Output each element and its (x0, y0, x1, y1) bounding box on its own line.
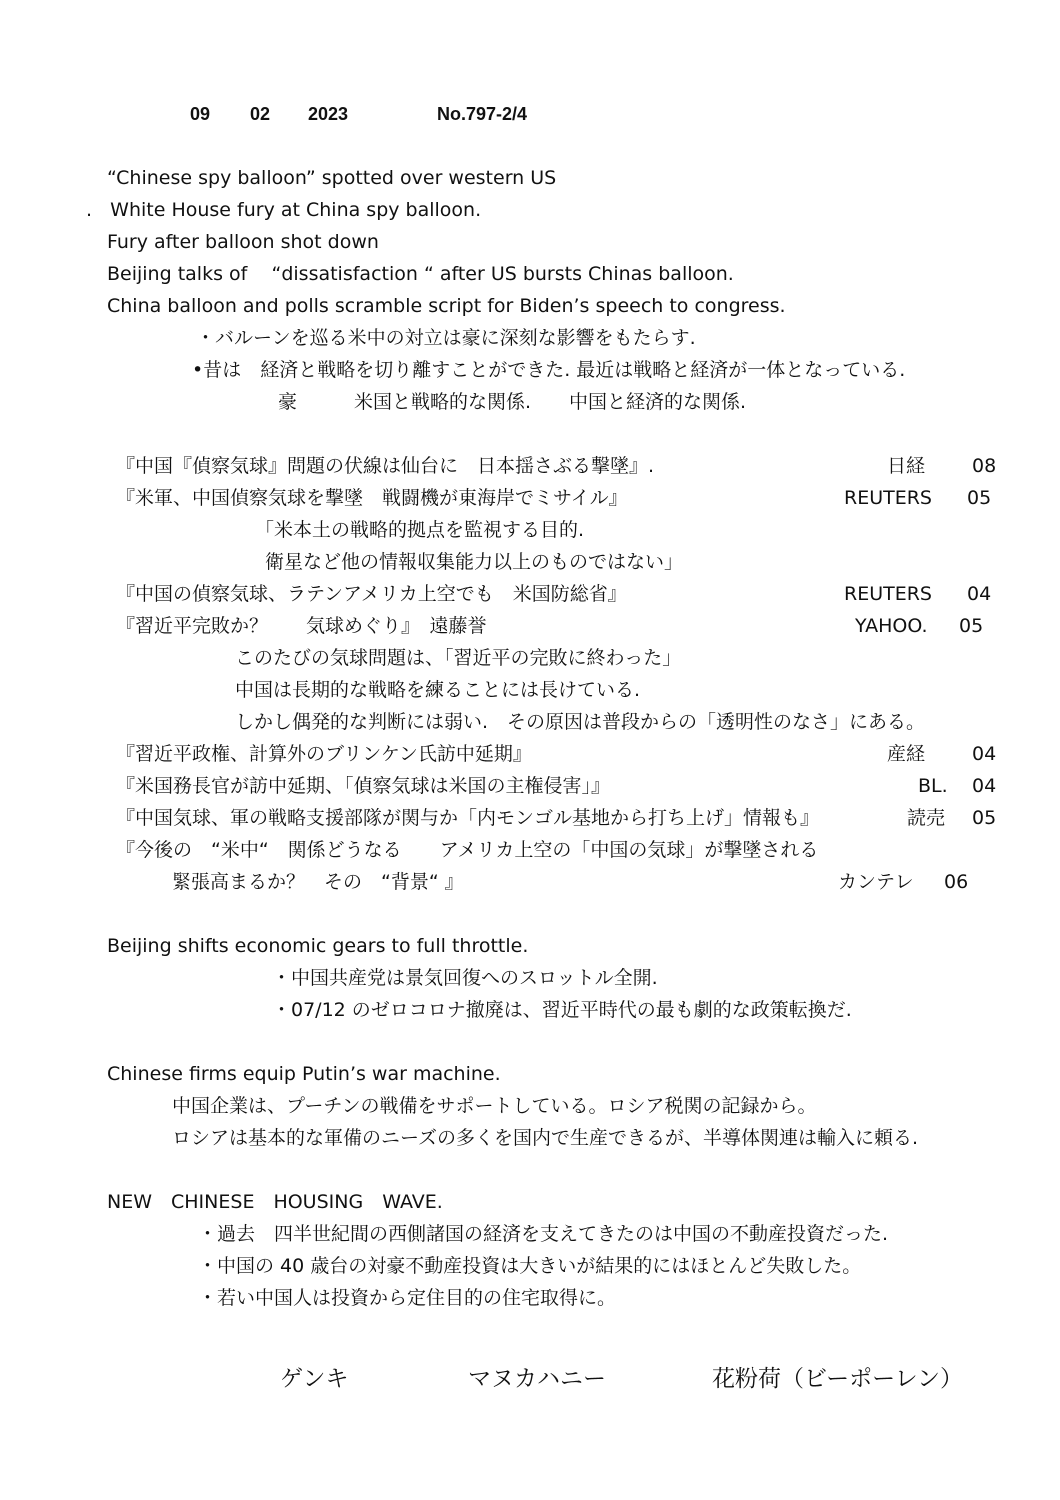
article-source: YAHOO. (855, 615, 928, 637)
article-source: 読売 (907, 807, 946, 829)
article-title: 『米国務長官が訪中延期、「偵察気球は米国の主権侵害」』 (116, 775, 611, 797)
article-source: REUTERS (844, 583, 932, 605)
article-title: 『今後の “米中“ 関係どうなる アメリカ上空の「中国の気球」が撃墜される (116, 839, 819, 861)
article-title: 『中国の偵察気球、ラテンアメリカ上空でも 米国防総省』 (116, 583, 627, 605)
footer-product: 花粉荷（ビーポーレン） (712, 1366, 964, 1392)
bullet-note: ・若い中国人は投資から定住目的の住宅取得に。 (198, 1287, 617, 1309)
footer-product: ゲンキ (280, 1366, 349, 1392)
bullet-note: ・中国共産党は景気回復へのスロットル全開. (272, 967, 658, 989)
article-note: 「米本土の戦略的拠点を監視する目的. (255, 519, 585, 541)
article-title: 『習近平政権、計算外のブリンケン氏訪中延期』 (116, 743, 532, 765)
article-note: しかし偶発的な判断には弱い. その原因は普段からの「透明性のなさ」にある。 (235, 711, 926, 733)
issue-day: 09 (190, 104, 211, 124)
article-note: 中国は長期的な戦略を練ることには長けている. (235, 679, 641, 701)
article-source: カンテレ (838, 871, 914, 893)
issue-number: No.797-2/4 (437, 104, 528, 124)
headline: Beijing talks of “dissatisfaction “ after US bursts Chinas balloon. (107, 263, 734, 285)
bullet-note: ・中国の 40 歳台の対豪不動産投資は大きいが結果的にはほとんど失敗した。 (198, 1255, 862, 1277)
headline: NEW CHINESE HOUSING WAVE. (107, 1191, 443, 1213)
issue-month: 02 (250, 104, 271, 124)
bullet-note: 中国企業は、プーチンの戦備をサポートしている。ロシア税関の記録から。 (172, 1095, 817, 1117)
article-title: 『米軍、中国偵察気球を撃墜 戦闘機が東海岸でミサイル』 (116, 487, 628, 509)
article-date: 05 (967, 487, 992, 509)
headline: China balloon and polls scramble script for Biden’s speech to congress. (107, 295, 786, 317)
article-source: BL. (918, 775, 948, 797)
article-title: 『中国『偵察気球』問題の伏線は仙台に 日本揺さぶる撃墜』. (116, 455, 655, 477)
article-source: REUTERS (844, 487, 932, 509)
article-date: 06 (944, 871, 969, 893)
article-source: 産経 (887, 743, 926, 765)
bullet-note: 豪 米国と戦略的な関係. 中国と経済的な関係. (278, 391, 747, 413)
headline: “Chinese spy balloon” spotted over western US (107, 167, 557, 189)
issue-year: 2023 (308, 104, 349, 124)
headline: Beijing shifts economic gears to full throttle. (107, 935, 529, 957)
article-date: 04 (967, 583, 992, 605)
headline: . White House fury at China spy balloon. (86, 199, 482, 221)
bullet-note: ・過去 四半世紀間の西側諸国の経済を支えてきたのは中国の不動産投資だった. (198, 1223, 889, 1245)
headline: Chinese firms equip Putin’s war machine. (107, 1063, 501, 1085)
article-date: 08 (972, 455, 997, 477)
article-date: 05 (959, 615, 984, 637)
bullet-note: ・バルーンを巡る米中の対立は豪に深刻な影響をもたらす. (196, 327, 696, 349)
article-title: 『習近平完敗か？ 気球めぐり』 遠藤誉 (116, 615, 487, 637)
article-note: 衛星など他の情報収集能力以上のものではない」 (265, 551, 684, 573)
footer-product: マヌカハニー (468, 1366, 606, 1392)
bullet-note: •昔は 経済と戦略を切り離すことができた. 最近は戦略と経済が一体となっている. (192, 359, 906, 381)
article-note: このたびの気球問題は、「習近平の完敗に終わった」 (235, 647, 682, 669)
headline: Fury after balloon shot down (107, 231, 379, 253)
article-title: 緊張高まるか？ その “背景“ 』 (172, 871, 464, 893)
article-date: 04 (972, 743, 997, 765)
article-source: 日経 (887, 455, 926, 477)
article-date: 05 (972, 807, 997, 829)
article-date: 04 (972, 775, 997, 797)
bullet-note: ・07/12 のゼロコロナ撤廃は、習近平時代の最も劇的な政策転換だ. (272, 999, 852, 1021)
bullet-note: ロシアは基本的な軍備のニーズの多くを国内で生産できるが、半導体関連は輸入に頼る. (172, 1127, 919, 1149)
article-title: 『中国気球、軍の戦略支援部隊が関与か「内モンゴル基地から打ち上げ」情報も』 (116, 807, 820, 829)
